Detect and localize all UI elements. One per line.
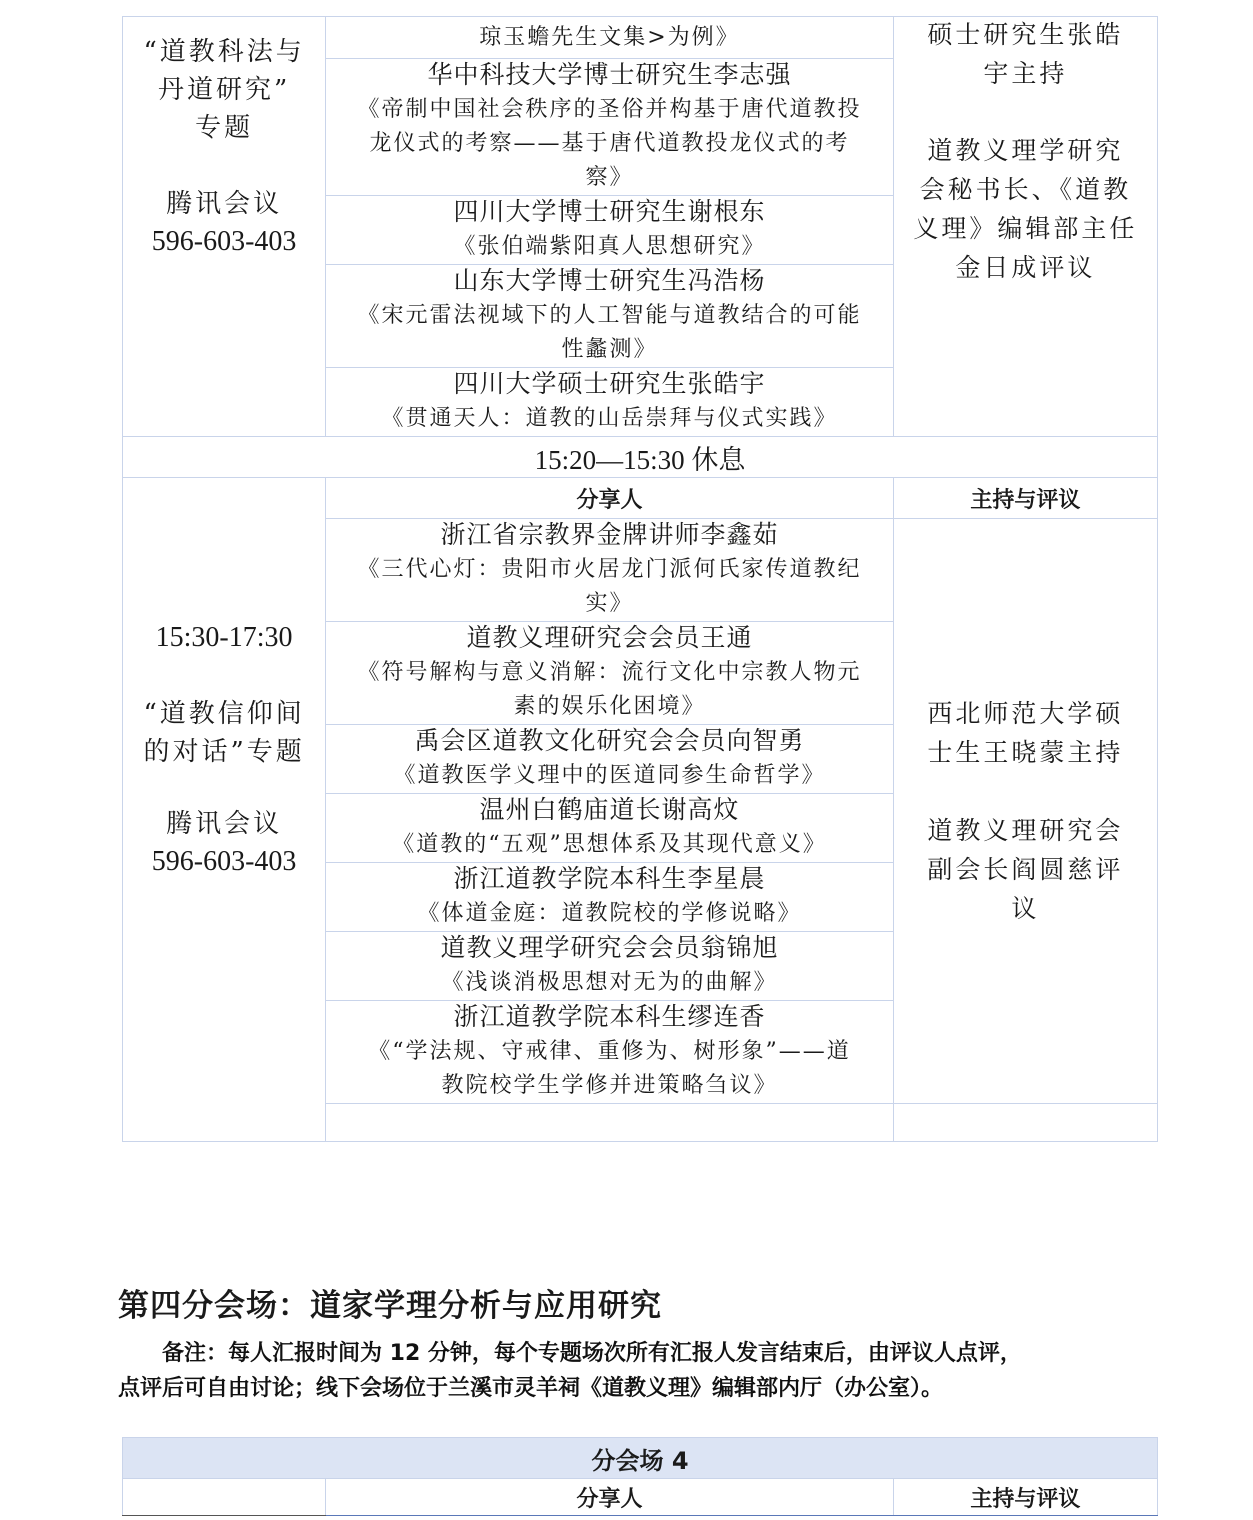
break-row: 15:20—15:30 休息 — [123, 437, 1158, 478]
column-header-speakers: 分享人 — [326, 478, 894, 519]
speaker-name: 四川大学硕士研究生张皓宇 — [453, 371, 766, 398]
speaker-name: 道教义理研究会会员王通 — [466, 625, 753, 652]
speaker-cell: 山东大学博士研究生冯浩杨 《宋元雷法视域下的人工智能与道教结合的可能 性蠡测》 — [326, 265, 894, 368]
speaker-cell: 四川大学硕士研究生张皓宇 《贯通天人：道教的山岳崇拜与仪式实践》 — [326, 368, 894, 437]
speaker-cell: 温州白鹤庙道长谢高炆 《道教的“五观”思想体系及其现代意义》 — [326, 794, 894, 863]
venue-title-band: 分会场 4 — [123, 1438, 1158, 1479]
column-header-host-review: 主持与评议 — [893, 478, 1157, 519]
column-header-blank — [123, 1479, 326, 1516]
speaker-name: 浙江道教学院本科生李星晨 — [453, 866, 766, 893]
venue4-table — [122, 1437, 1158, 1516]
speaker-cell: 浙江道教学院本科生缪连香 《“学法规、守戒律、重修为、树形象”——道 教院校学生学修并进策略刍议》 — [326, 1001, 894, 1104]
empty-cell — [893, 1104, 1157, 1142]
speaker-name: 温州白鹤庙道长谢高炆 — [479, 797, 740, 824]
session-topic: “道教科法与 丹道研究” 专题 — [143, 37, 305, 143]
meeting-platform: 腾讯会议 — [166, 189, 283, 219]
speaker-name: 四川大学博士研究生谢根东 — [453, 199, 766, 226]
speaker-name: 浙江省宗教界金牌讲师李鑫茹 — [440, 522, 779, 549]
speaker-name: 浙江道教学院本科生缪连香 — [453, 1004, 766, 1031]
speaker-cell: 浙江道教学院本科生李星晨 《体道金庭：道教院校的学修说略》 — [326, 863, 894, 932]
speaker-cell: 道教义理学研究会会员翁锦旭 《浅谈消极思想对无为的曲解》 — [326, 932, 894, 1001]
column-header-host-review: 主持与评议 — [893, 1479, 1157, 1516]
section-note: 备注：每人汇报时间为 12 分钟，每个专题场次所有汇报人发言结束后，由评议人点评， 点评后可自由讨论；线下会场位于兰溪市灵羊祠《道教义理》编辑部内厅（办公室）。 — [118, 1341, 1022, 1401]
session-info-cell: 15:30-17:30 “道教信仰间 的对话”专题 腾讯会议 596-603-403 — [123, 478, 326, 1142]
speaker-cell: 禹会区道教文化研究会会员向智勇 《道教医学义理中的医道同参生命哲学》 — [326, 725, 894, 794]
session-info-cell — [123, 17, 326, 437]
speaker-name: 华中科技大学博士研究生李志强 — [427, 62, 792, 89]
section-heading: 第四分会场：道家学理分析与应用研究 — [118, 1288, 662, 1324]
agenda-table — [122, 16, 1158, 1142]
speaker-cell: 浙江省宗教界金牌讲师李鑫茹 《三代心灯：贵阳市火居龙门派何氏家传道教纪 实》 — [326, 519, 894, 622]
meeting-platform: 腾讯会议 — [166, 808, 283, 839]
meeting-id: 596-603-403 — [151, 226, 297, 257]
speaker-cell: 琼玉蟾先生文集>为例》 — [326, 17, 894, 59]
speaker-cell: 四川大学博士研究生谢根东 《张伯端紫阳真人思想研究》 — [326, 196, 894, 265]
speaker-name: 山东大学博士研究生冯浩杨 — [453, 268, 766, 295]
host-review-cell: 硕士研究生张皓 宇主持 道教义理学研究 会秘书长、《道教 义理》编辑部主任 金日成评议 — [893, 17, 1157, 437]
host-review-cell: 西北师范大学硕 士生王晓蒙主持 道教义理研究会 副会长阎圆慈评 议 — [893, 519, 1157, 1104]
column-header-speakers: 分享人 — [326, 1479, 894, 1516]
speaker-cell: 道教义理研究会会员王通 《符号解构与意义消解：流行文化中宗教人物元 素的娱乐化困境》 — [326, 622, 894, 725]
meeting-id: 596-603-403 — [151, 845, 297, 877]
empty-cell — [326, 1104, 894, 1142]
speaker-name: 禹会区道教文化研究会会员向智勇 — [414, 728, 805, 755]
session-time: 15:30-17:30 — [155, 621, 293, 653]
speaker-name: 道教义理学研究会会员翁锦旭 — [440, 935, 779, 962]
speaker-cell: 华中科技大学博士研究生李志强 《帝制中国社会秩序的圣俗并构基于唐代道教投 龙仪式的考察——基于唐代道教投龙仪式的考 察》 — [326, 59, 894, 196]
